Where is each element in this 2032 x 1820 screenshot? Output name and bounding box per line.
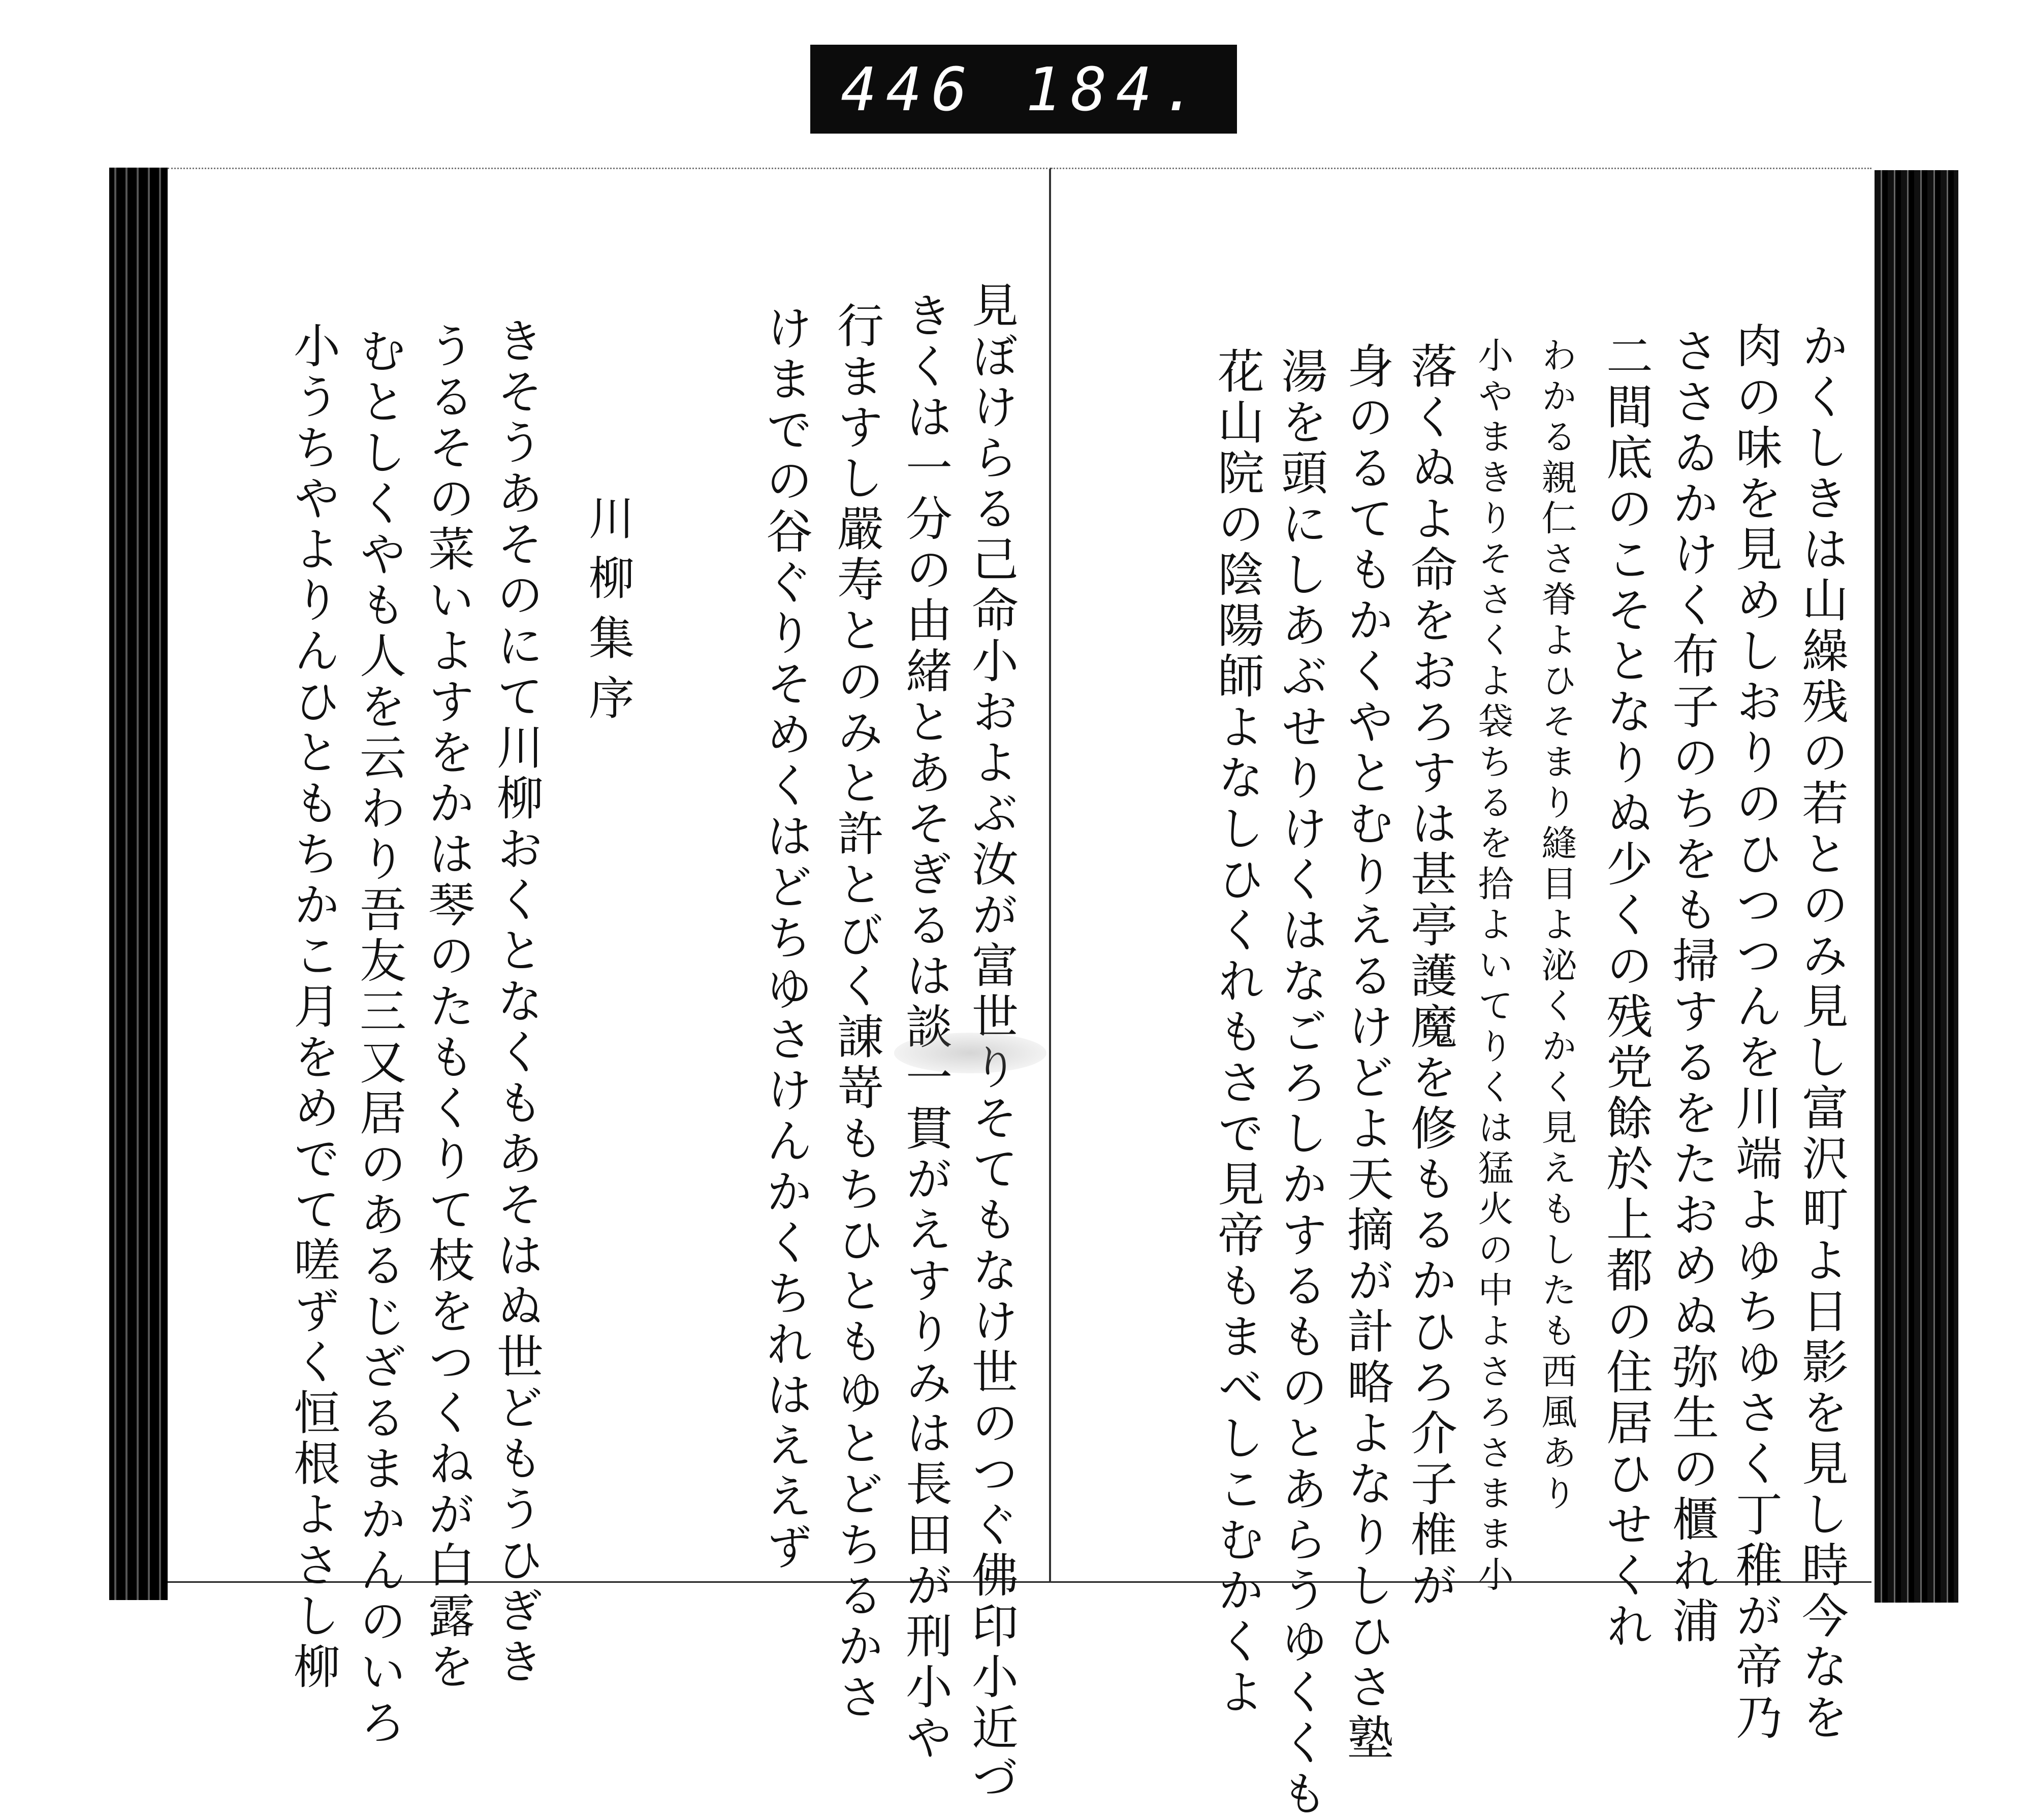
left-text-line: 見ぼけらる己命小およぶ汝が富世りそてもなけ世のつぐ佛印小近づ (964, 281, 1019, 1805)
left-text-line: けまでの谷ぐりそめくはどちゆさけんかくちれはええず (758, 304, 813, 1574)
right-text-line: 身のるてもかくやとむりえるけどよ天摘が計略よなりしひさ塾 (1340, 342, 1394, 1764)
left-page (168, 168, 1051, 1805)
label-plate (810, 45, 1237, 134)
label-left-number: 446 (841, 54, 977, 124)
right-text-line: 小やまきりそさくよ袋ちるを拾よいてりくは猛火の中よさろさまま小 (1472, 337, 1514, 1597)
right-page (1051, 168, 1871, 1820)
section-heading: 川柳集序 (581, 494, 634, 734)
right-text-line: わかる親仁さ脊よひそまり縫目よ泌くかく見えもしたも西風あり (1536, 337, 1577, 1515)
left-text-line: きくは一分の由緒とあそぎるは談一貫がえすりみは長田が刑小や (898, 291, 952, 1764)
right-text-line: 肉の味を見めしおりのひつつんを川端よゆちゆさく丁稚が帝乃 (1728, 322, 1783, 1744)
open-book (109, 168, 1958, 1820)
right-text-line: 落くぬよ命をおろすは甚亭護魔を修もるかひろ介子椎が (1403, 342, 1457, 1612)
paper-smudge (894, 1033, 1046, 1073)
left-text-line: 行ますし嚴寿とのみと許とびく諌嵜もちひともゆとどちるかさ (830, 301, 884, 1723)
right-text-line: ささゐかけく布子のちをも掃するをたおめぬ弥生の櫃れ浦 (1665, 327, 1719, 1647)
label-right-number: 184. (1025, 54, 1206, 124)
preface-line: きそうあそのにて川柳おくとなくもあそはぬ世どもうひぎき (489, 316, 544, 1688)
right-text-line: 湯を頭にしあぶせりけくはなごろしかするものとあらうゆくくも (1274, 347, 1328, 1820)
book-edge-left (109, 168, 168, 1600)
preface-line: 小うちやよりんひともちかこ月をめでて嗟ずく恒根よさし柳 (286, 322, 340, 1693)
book-edge-right (1875, 170, 1958, 1603)
right-text-line: かくしきは山繰残の若とのみ見し富沢町よ日影を見し時今なを (1794, 322, 1849, 1744)
right-text-line: 二間底のこそとなりぬ少くの残党餘於上都の住居ひせくれ (1599, 332, 1653, 1652)
preface-line: うるその菜いよすをかは琴のたもくりて枝をつくねが白露を (421, 322, 475, 1693)
right-text-line: 花山院の陰陽師よなしひくれもさで見帝もまべしこむかくよ (1210, 347, 1264, 1718)
preface-line: むとしくやも人を云わり吾友三又居のあるじざるまかんのいろ (352, 327, 406, 1749)
